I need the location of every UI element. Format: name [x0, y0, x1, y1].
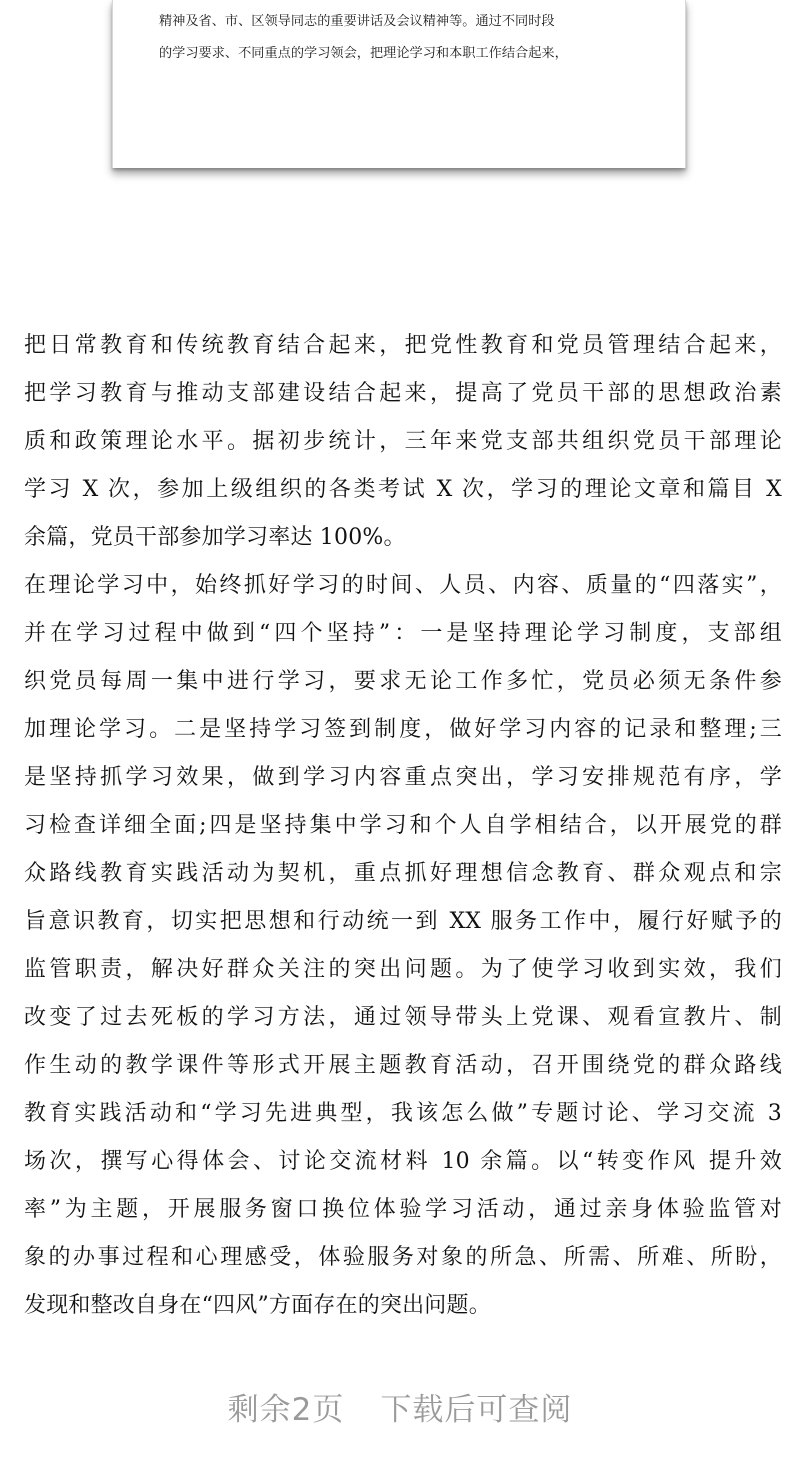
body-text-line: 加理论学习。二是坚持学习签到制度，做好学习内容的记录和整理;三 — [24, 717, 782, 742]
body-text-line: 教育实践活动和“学习先进典型，我该怎么做”专题讨论、学习交流 3 — [24, 1101, 782, 1126]
body-text-line: 把日常教育和传统教育结合起来，把党性教育和党员管理结合起来， — [24, 333, 782, 358]
body-text-line: 把学习教育与推动支部建设结合起来，提高了党员干部的思想政治素 — [24, 381, 782, 406]
body-text-line: 场次，撰写心得体会、讨论交流材料 10 余篇。以“转变作风 提升效 — [24, 1149, 782, 1174]
body-text-line: 象的办事过程和心理感受，体验服务对象的所急、所需、所难、所盼， — [24, 1245, 782, 1270]
body-text-line: 习检查详细全面;四是坚持集中学习和个人自学相结合，以开展党的群 — [24, 813, 782, 838]
body-text-line: 众路线教育实践活动为契机，重点抓好理想信念教育、群众观点和宗 — [24, 861, 782, 886]
preview-page-card — [112, 0, 686, 168]
preview-text-line: 精神及省、市、区领导同志的重要讲话及会议精神等。通过不同时段 — [159, 14, 555, 29]
body-text-line: 作生动的教学课件等形式开展主题教育活动，召开围绕党的群众路线 — [24, 1053, 782, 1078]
body-text-line: 监管职责，解决好群众关注的突出问题。为了使学习收到实效，我们 — [24, 957, 782, 982]
body-text-line: 发现和整改自身在“四风”方面存在的突出问题。 — [24, 1293, 491, 1318]
body-text-line: 余篇，党员干部参加学习率达 100%。 — [24, 525, 406, 550]
body-text-line: 质和政策理论水平。据初步统计，三年来党支部共组织党员干部理论 — [24, 429, 782, 454]
preview-text-line: 的学习要求、不同重点的学习领会，把理论学习和本职工作结合起来， — [159, 46, 568, 61]
body-text-line: 并在学习过程中做到“四个坚持”：一是坚持理论学习制度，支部组 — [24, 621, 782, 646]
body-text-line: 织党员每周一集中进行学习，要求无论工作多忙，党员必须无条件参 — [24, 669, 782, 694]
body-text-line: 是坚持抓学习效果，做到学习内容重点突出，学习安排规范有序，学 — [24, 765, 782, 790]
remaining-pages-text: 剩余2页 — [227, 1392, 345, 1428]
body-text-line: 旨意识教育，切实把思想和行动统一到 XX 服务工作中，履行好赋予的 — [24, 909, 782, 934]
body-text-line: 在理论学习中，始终抓好学习的时间、人员、内容、质量的“四落实”， — [24, 573, 782, 598]
body-text-line: 率”为主题，开展服务窗口换位体验学习活动，通过亲身体验监管对 — [24, 1197, 782, 1222]
download-prompt[interactable] — [0, 1384, 800, 1429]
download-to-view-text: 下载后可查阅 — [380, 1392, 573, 1428]
body-text-line: 改变了过去死板的学习方法，通过领导带头上党课、观看宣教片、制 — [24, 1005, 782, 1030]
document-body — [24, 322, 782, 1330]
body-text-line: 学习 X 次，参加上级组织的各类考试 X 次，学习的理论文章和篇目 X — [24, 477, 782, 502]
